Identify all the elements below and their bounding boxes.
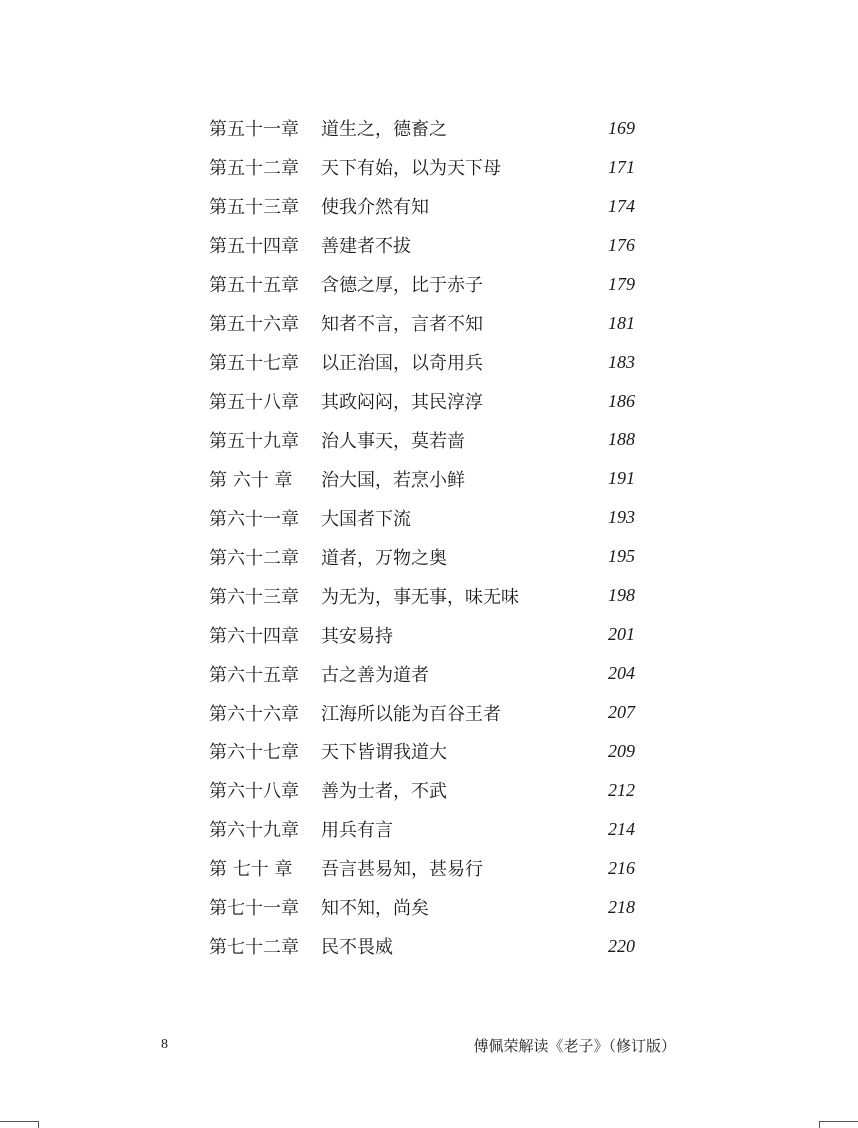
toc-chapter-title: 吾言甚易知，甚易行 xyxy=(321,859,483,881)
toc-chapter-title: 江海所以能为百谷王者 xyxy=(321,703,501,725)
toc-page-number: 198 xyxy=(608,585,635,606)
toc-row[interactable] xyxy=(209,771,649,810)
toc-row[interactable] xyxy=(209,888,649,927)
toc-row[interactable] xyxy=(209,849,649,888)
toc-row[interactable] xyxy=(209,459,649,498)
toc-row[interactable] xyxy=(209,654,649,693)
toc-row[interactable] xyxy=(209,382,649,421)
toc-chapter-number: 第五十六章 xyxy=(209,314,299,336)
toc-page-number: 174 xyxy=(608,195,635,216)
toc-chapter-title: 民不畏威 xyxy=(321,937,393,959)
toc-page-number: 207 xyxy=(608,702,635,723)
footer-book-title: 傅佩荣解读《老子》（修订版） xyxy=(473,1037,676,1055)
toc-row[interactable] xyxy=(209,498,649,537)
toc-page-number: 179 xyxy=(608,273,635,294)
toc-chapter-title: 用兵有言 xyxy=(321,820,393,842)
toc-chapter-number: 第五十五章 xyxy=(209,275,299,297)
toc-chapter-number: 第 六十 章 xyxy=(209,469,293,491)
toc-row[interactable] xyxy=(209,615,649,654)
toc-chapter-number: 第 七十 章 xyxy=(209,859,293,881)
toc-row[interactable] xyxy=(209,148,649,187)
toc-chapter-number: 第六十六章 xyxy=(209,703,299,725)
toc-chapter-title: 治人事天，莫若啬 xyxy=(321,430,465,452)
toc-chapter-number: 第六十三章 xyxy=(209,586,299,608)
toc-row[interactable] xyxy=(209,187,649,226)
toc-row[interactable] xyxy=(209,810,649,849)
toc-page-number: 169 xyxy=(608,117,635,138)
footer-page-number: 8 xyxy=(161,1037,168,1052)
toc-chapter-title: 道生之，德畜之 xyxy=(321,119,447,141)
toc-chapter-title: 治大国，若烹小鲜 xyxy=(321,469,465,491)
crop-mark-right xyxy=(819,1121,858,1128)
toc-chapter-number: 第五十三章 xyxy=(209,197,299,219)
toc-chapter-number: 第六十五章 xyxy=(209,664,299,686)
toc-chapter-number: 第六十九章 xyxy=(209,820,299,842)
toc-row[interactable] xyxy=(209,265,649,304)
toc-row[interactable] xyxy=(209,343,649,382)
toc-chapter-number: 第六十七章 xyxy=(209,742,299,764)
toc-chapter-number: 第五十四章 xyxy=(209,236,299,258)
toc-chapter-number: 第五十一章 xyxy=(209,119,299,141)
toc-chapter-title: 为无为，事无事，味无味 xyxy=(321,586,519,608)
toc-row[interactable] xyxy=(209,732,649,771)
toc-row[interactable] xyxy=(209,537,649,576)
toc-row[interactable] xyxy=(209,927,649,966)
toc-page-number: 171 xyxy=(608,156,635,177)
toc-chapter-number: 第五十八章 xyxy=(209,392,299,414)
toc-chapter-number: 第六十二章 xyxy=(209,547,299,569)
table-of-contents xyxy=(209,109,649,966)
toc-page-number: 212 xyxy=(608,779,635,800)
toc-page-number: 218 xyxy=(608,896,635,917)
toc-page-number: 216 xyxy=(608,857,635,878)
toc-chapter-number: 第六十八章 xyxy=(209,781,299,803)
toc-chapter-title: 善为士者，不武 xyxy=(321,781,447,803)
toc-chapter-title: 天下有始，以为天下母 xyxy=(321,158,501,180)
toc-chapter-number: 第五十九章 xyxy=(209,430,299,452)
toc-chapter-number: 第五十二章 xyxy=(209,158,299,180)
toc-page-number: 204 xyxy=(608,663,635,684)
toc-page-number: 183 xyxy=(608,351,635,372)
toc-page-number: 195 xyxy=(608,546,635,567)
toc-page-number: 191 xyxy=(608,468,635,489)
toc-chapter-title: 以正治国，以奇用兵 xyxy=(321,353,483,375)
toc-chapter-title: 使我介然有知 xyxy=(321,197,429,219)
toc-page-number: 201 xyxy=(608,624,635,645)
toc-chapter-title: 天下皆谓我道大 xyxy=(321,742,447,764)
toc-page-number: 181 xyxy=(608,312,635,333)
toc-chapter-number: 第六十一章 xyxy=(209,508,299,530)
toc-chapter-title: 知不知，尚矣 xyxy=(321,898,429,920)
toc-row[interactable] xyxy=(209,226,649,265)
toc-page-number: 209 xyxy=(608,740,635,761)
toc-page-number: 176 xyxy=(608,234,635,255)
toc-chapter-title: 其安易持 xyxy=(321,625,393,647)
crop-mark-left xyxy=(0,1121,39,1128)
toc-row[interactable] xyxy=(209,421,649,460)
toc-chapter-title: 古之善为道者 xyxy=(321,664,429,686)
toc-page-number: 220 xyxy=(608,935,635,956)
toc-chapter-title: 道者，万物之奥 xyxy=(321,547,447,569)
toc-chapter-number: 第七十二章 xyxy=(209,937,299,959)
toc-row[interactable] xyxy=(209,109,649,148)
toc-row[interactable] xyxy=(209,693,649,732)
toc-chapter-title: 含德之厚，比于赤子 xyxy=(321,275,483,297)
toc-page-number: 186 xyxy=(608,390,635,411)
toc-chapter-title: 大国者下流 xyxy=(321,508,411,530)
toc-chapter-title: 善建者不拔 xyxy=(321,236,411,258)
toc-page-number: 188 xyxy=(608,429,635,450)
toc-chapter-title: 知者不言，言者不知 xyxy=(321,314,483,336)
toc-chapter-title: 其政闷闷，其民淳淳 xyxy=(321,392,483,414)
toc-chapter-number: 第五十七章 xyxy=(209,353,299,375)
toc-page-number: 214 xyxy=(608,818,635,839)
toc-chapter-number: 第六十四章 xyxy=(209,625,299,647)
toc-row[interactable] xyxy=(209,576,649,615)
toc-chapter-number: 第七十一章 xyxy=(209,898,299,920)
toc-row[interactable] xyxy=(209,304,649,343)
toc-page-number: 193 xyxy=(608,507,635,528)
